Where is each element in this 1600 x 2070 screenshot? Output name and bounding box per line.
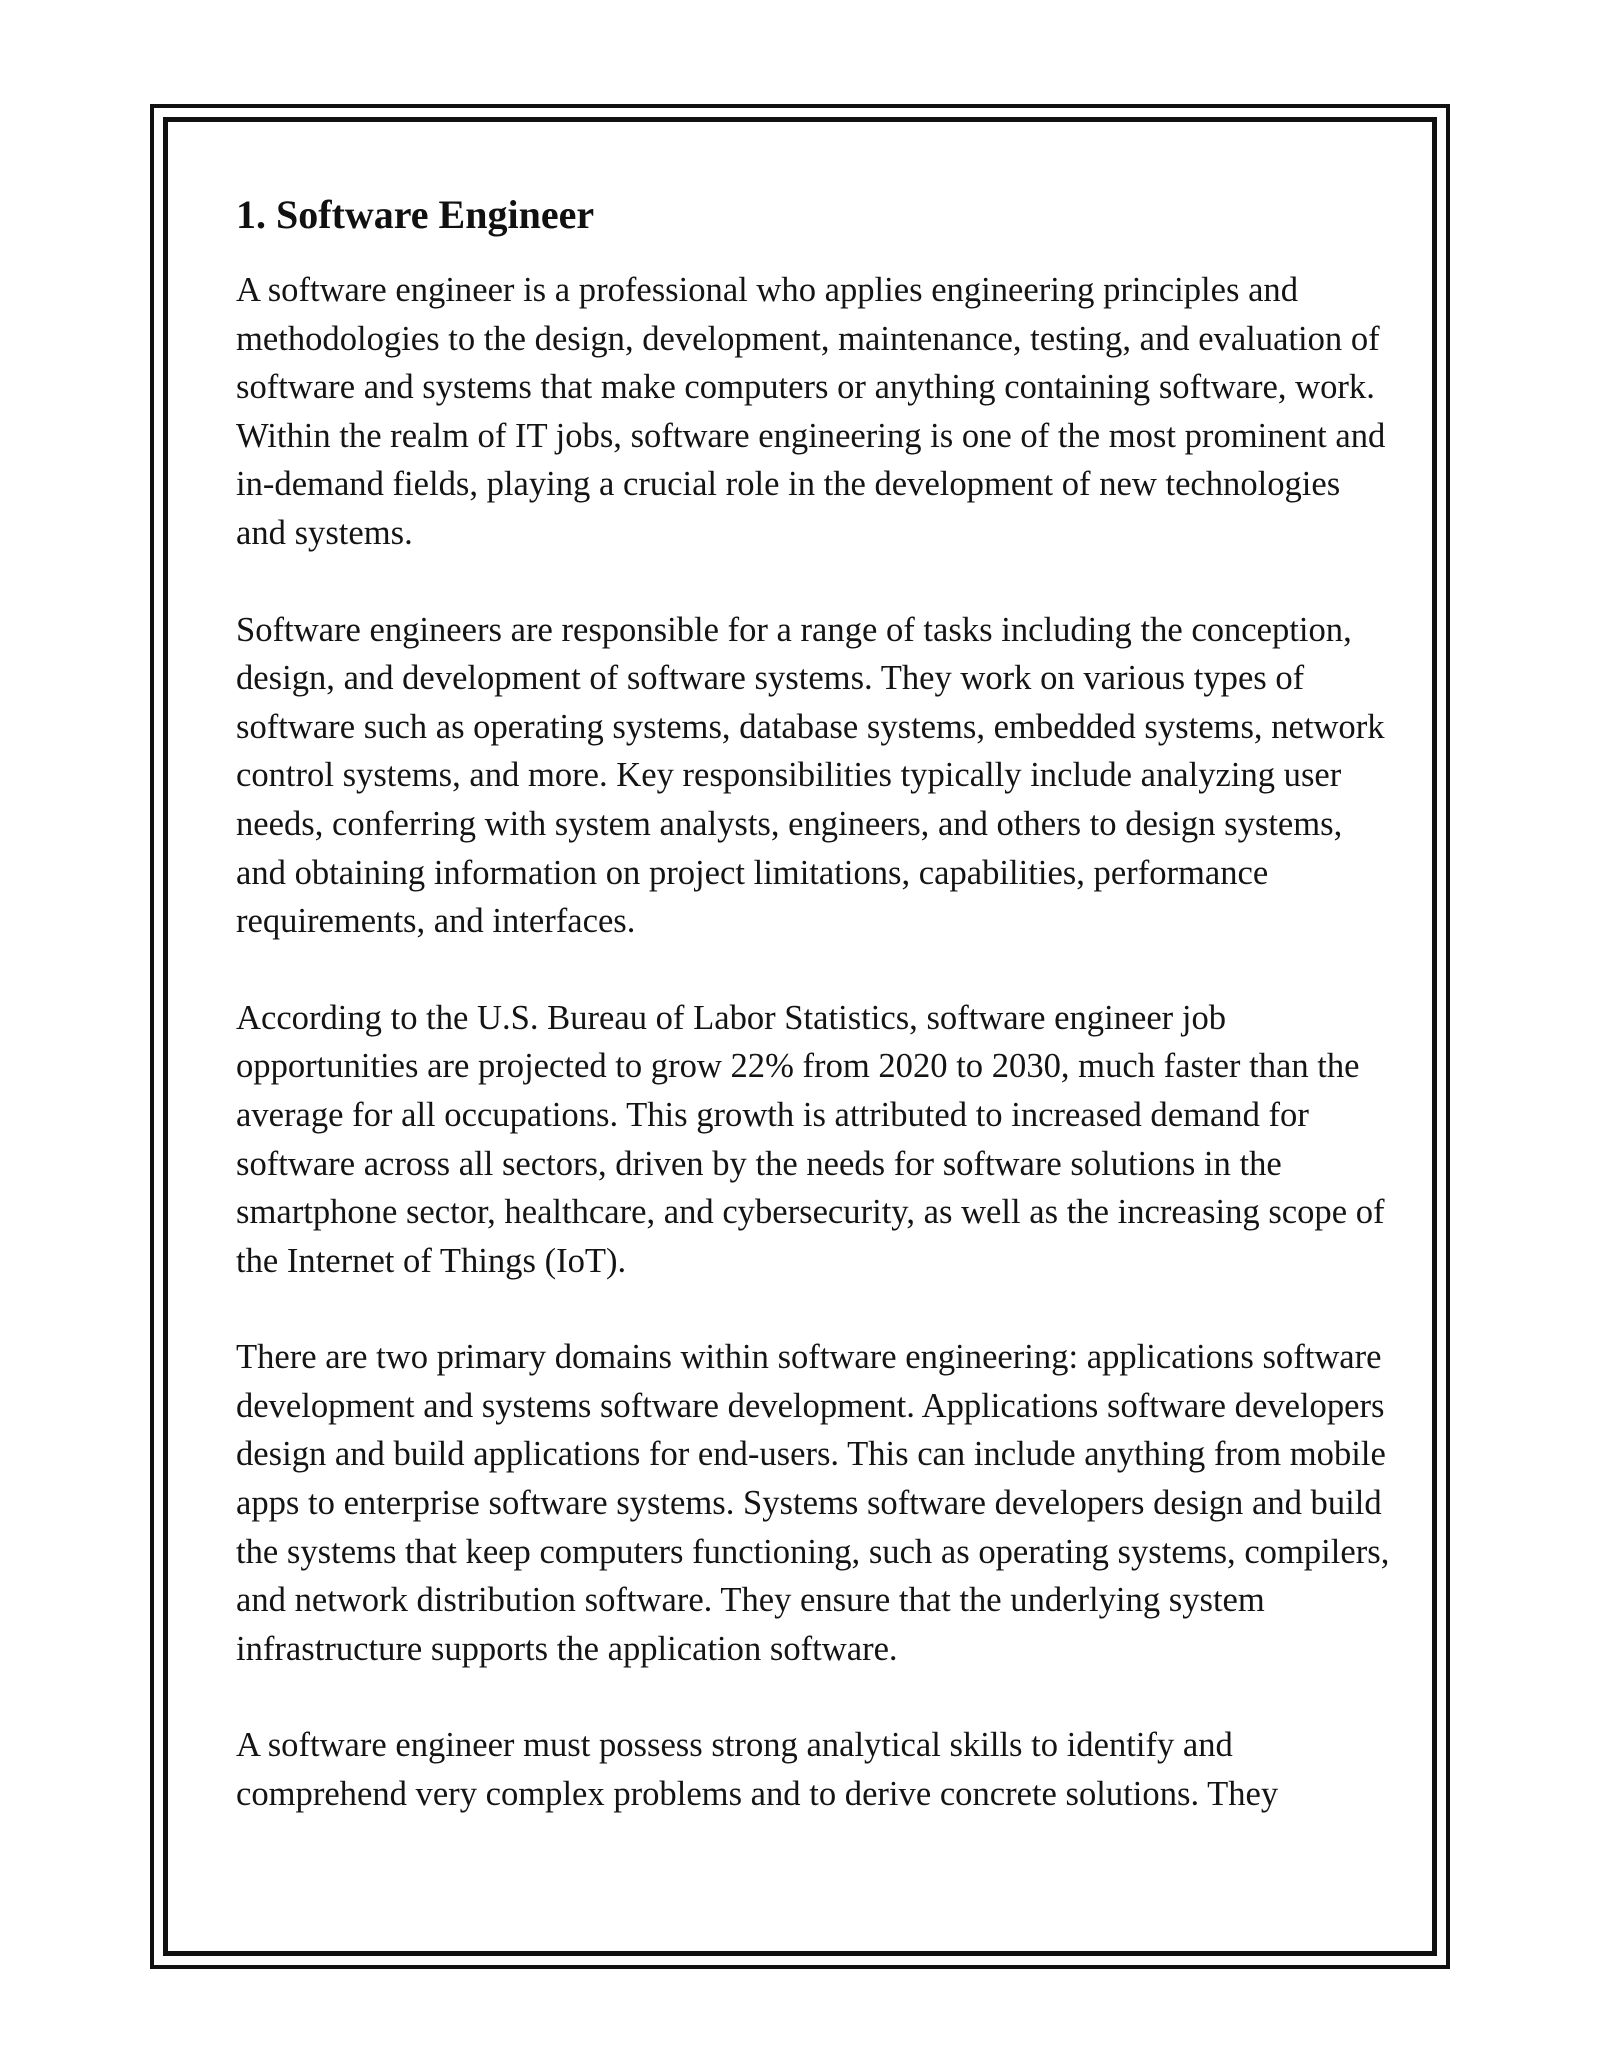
document-body <box>236 186 1396 1819</box>
paragraph-2: Software engineers are responsible for a range of tasks including the conception, design, and development of software systems. They work on various types of software such as operating systems, database systems, embedded systems, network control systems, and more. Key responsibilities typically include analyzing user needs, conferring with system analysts, engineers, and others to design systems, and obtaining information on project limitations, capabilities, performance requirements, and interfaces. <box>236 610 1385 941</box>
paragraph-1: A software engineer is a professional who applies engineering principles and methodologies to the design, development, maintenance, testing, and evaluation of software and systems that make computers or anything containing software, work. Within the realm of IT jobs, software engineering is one of the most prominent and in-demand fields, playing a crucial role in the development of new technologies and systems. <box>236 271 1386 552</box>
paragraph-4: There are two primary domains within software engineering: applications software development and systems software development. Applications software developers design and build applications for end-users. This can include anything from mobile apps to enterprise software systems. Systems software developers design and build the systems that keep computers functioning, such as operating systems, compilers, and network distribution software. They ensure that the underlying system infrastructure supports the application software. <box>236 1338 1390 1668</box>
paragraph-3: According to the U.S. Bureau of Labor Statistics, software engineer job opportunities are projected to grow 22% from 2020 to 2030, much faster than the average for all occupations. This growth is attributed to increased demand for software across all sectors, driven by the needs for software solutions in the smartphone sector, healthcare, and cybersecurity, as well as the increasing scope of the Internet of Things (IoT). <box>236 998 1385 1280</box>
paragraph-5: A software engineer must possess strong analytical skills to identify and comprehend very complex problems and to derive concrete solutions. They <box>236 1726 1279 1814</box>
section-heading: 1. Software Engineer <box>236 192 595 237</box>
